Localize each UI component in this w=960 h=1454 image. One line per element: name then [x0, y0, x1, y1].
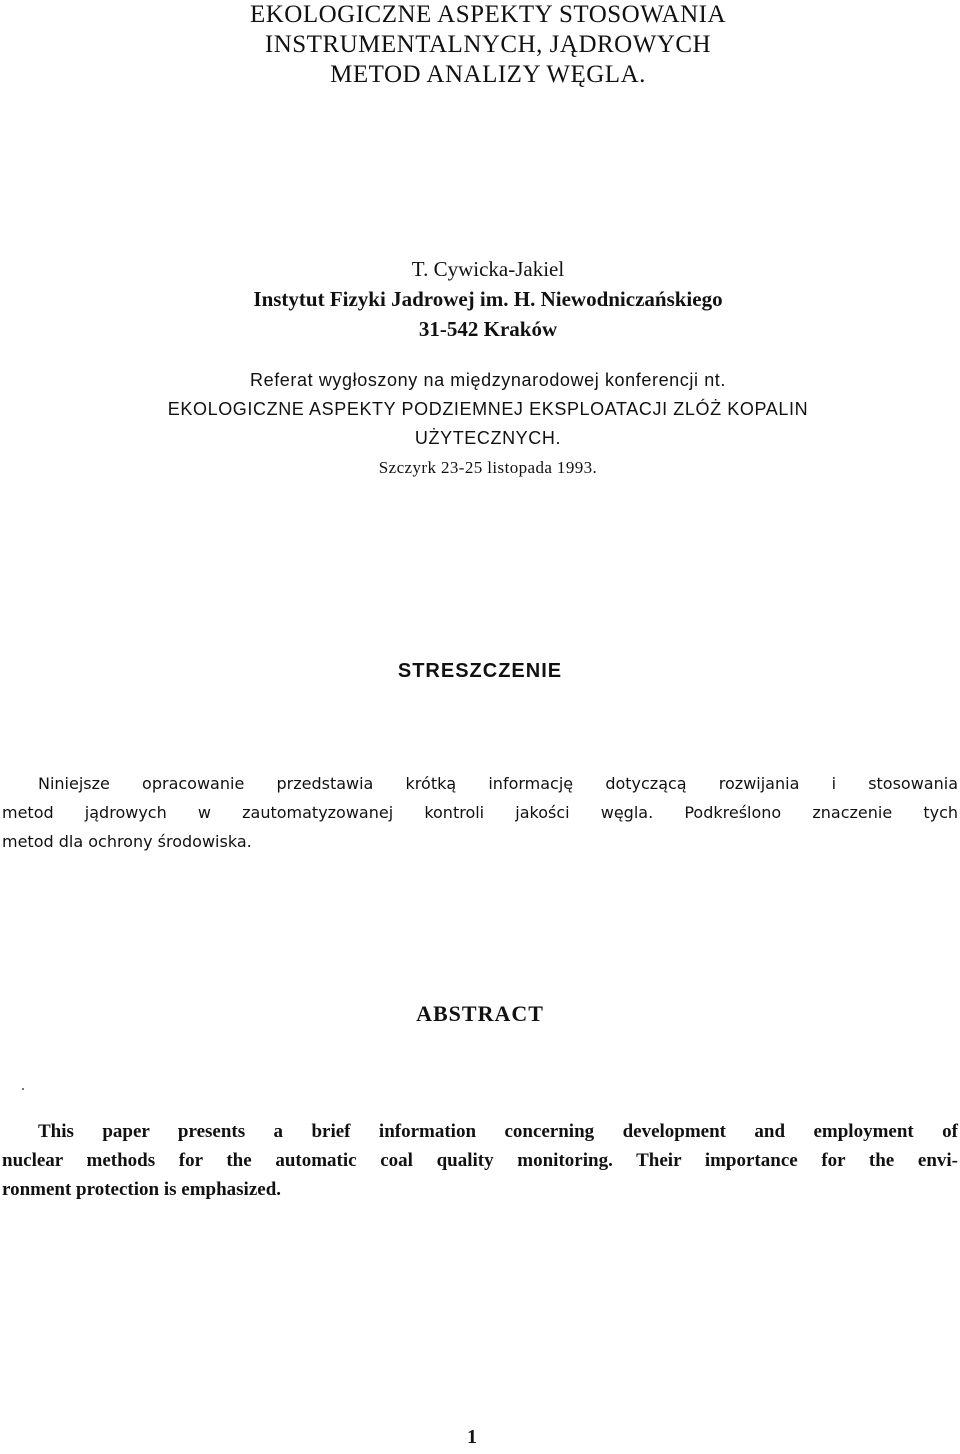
title-line-2: INSTRUMENTALNYCH, JĄDROWYCH [264, 31, 712, 58]
conference-date: Szczyrk 23-25 listopada 1993. [378, 458, 598, 477]
scan-speck [22, 1088, 24, 1090]
abstract-line: This paper presents a brief information concerning development and employment of [38, 1121, 958, 1142]
author-institute: Instytut Fizyki Jadrowej im. H. Niewodniczańskiego [253, 287, 723, 311]
conference-note [0, 366, 960, 482]
conference-line-1: Referat wygłoszony na międzynarodowej konferencji nt. [249, 370, 727, 390]
page-number: 1 [467, 1426, 477, 1448]
conference-line-2: EKOLOGICZNE ASPEKTY PODZIEMNEJ EKSPLOATACJI ZLÓŻ KOPALIN [167, 399, 809, 419]
summary-line: metod dla ochrony środowiska. [2, 832, 252, 851]
abstract-paragraph [2, 1117, 958, 1204]
abstract-heading: ABSTRACT [416, 1001, 544, 1026]
summary-line: metod jądrowych w zautomatyzowanej kontroli jakości węgla. Podkreślono znaczenie tych [2, 803, 958, 822]
summary-heading: STRESZCZENIE [397, 660, 563, 682]
summary-paragraph [2, 769, 958, 856]
author-name: T. Cywicka-Jakiel [411, 257, 565, 281]
title-line-1: EKOLOGICZNE ASPEKTY STOSOWANIA [249, 1, 727, 28]
author-block [0, 254, 960, 344]
document-title [0, 0, 960, 90]
abstract-line: ronment protection is emphasized. [2, 1179, 282, 1200]
summary-line: Niniejsze opracowanie przedstawia krótką informację dotyczącą rozwijania i stosowania [38, 774, 958, 793]
author-city: 31-542 Kraków [418, 317, 558, 341]
conference-line-3: UŻYTECZNYCH. [414, 428, 562, 448]
abstract-line: nuclear methods for the automatic coal quality monitoring. Their importance for the envi- [2, 1150, 958, 1171]
title-line-3: METOD ANALIZY WĘGLA. [330, 61, 646, 88]
